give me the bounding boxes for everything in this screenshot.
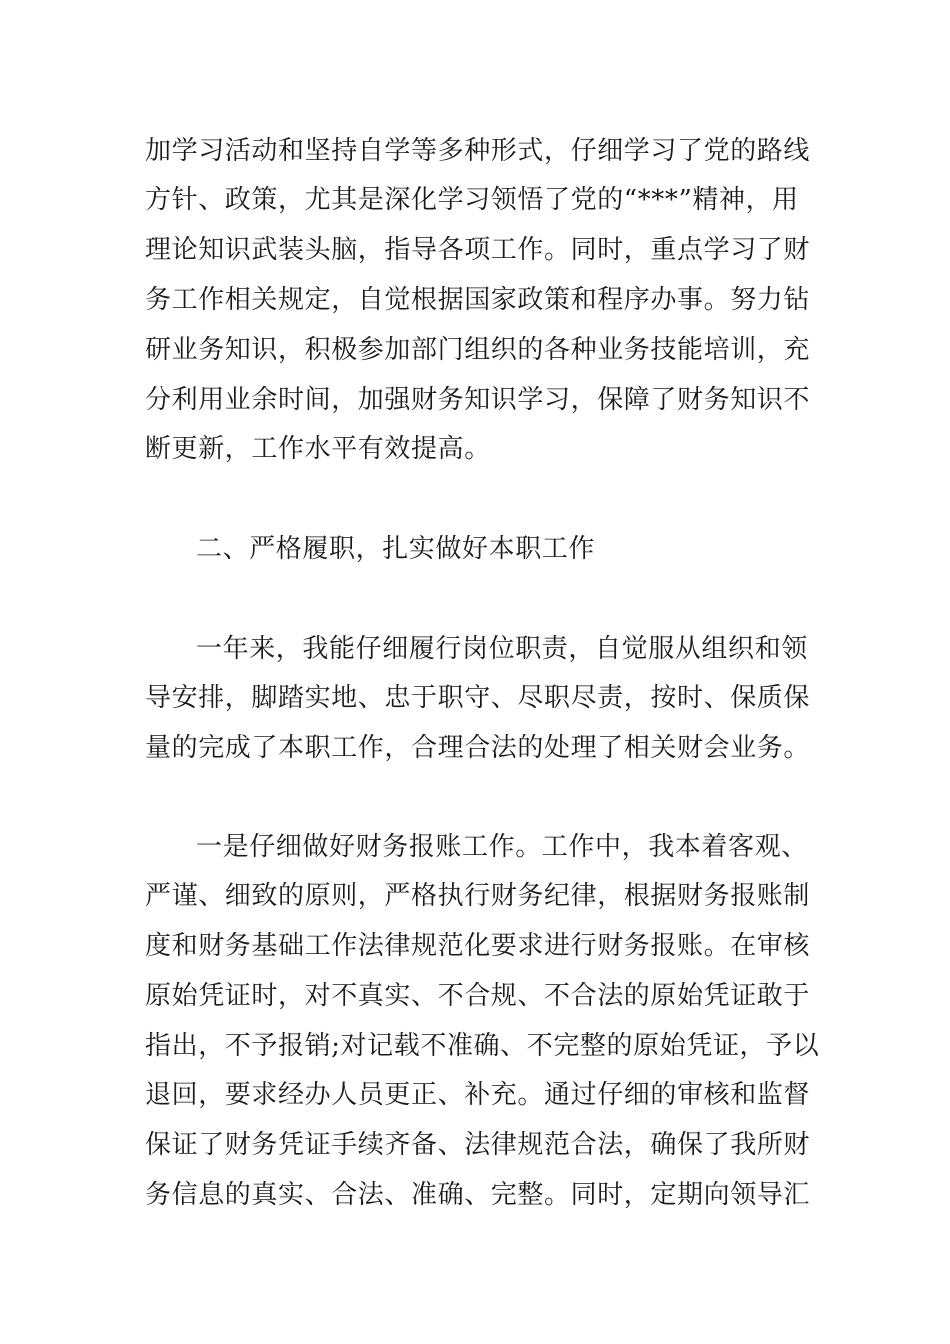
- text-line: 原始凭证时，对不真实、不合规、不合法的原始凭证敢于: [145, 981, 811, 1011]
- text-line: 断更新，工作水平有效提高。: [145, 434, 491, 464]
- text-line: 退回，要求经办人员更正、补充。通过仔细的审核和监督: [145, 1080, 811, 1110]
- text-line: 分利用业余时间，加强财务知识学习，保障了财务知识不: [145, 385, 811, 415]
- section-heading: 二、严格履职，扎实做好本职工作: [196, 534, 596, 564]
- text-line: 一年来，我能仔细履行岗位职责，自觉服从组织和领: [196, 634, 808, 664]
- text-line: 加学习活动和坚持自学等多种形式，仔细学习了党的路线: [145, 136, 811, 166]
- text-line: 度和财务基础工作法律规范化要求进行财务报账。在审核: [145, 931, 811, 961]
- text-line: 严谨、细致的原则，严格执行财务纪律，根据财务报账制: [145, 881, 811, 911]
- text-line: 保证了财务凭证手续齐备、法律规范合法，确保了我所财: [145, 1130, 811, 1160]
- text-line: 一是仔细做好财务报账工作。工作中，我本着客观、: [196, 832, 808, 862]
- text-line: 量的完成了本职工作，合理合法的处理了相关财会业务。: [145, 733, 811, 763]
- text-line: 指出，不予报销;对记载不准确、不完整的原始凭证，予以: [145, 1031, 820, 1061]
- text-line: 务信息的真实、合法、准确、完整。同时，定期向领导汇: [145, 1180, 811, 1210]
- text-line: 理论知识武装头脑，指导各项工作。同时，重点学习了财: [145, 235, 811, 265]
- text-line: 研业务知识，积极参加部门组织的各种业务技能培训，充: [145, 335, 811, 365]
- text-line: 方针、政策，尤其是深化学习领悟了党的“***”精神，用: [145, 185, 799, 215]
- text-line: 导安排，脚踏实地、忠于职守、尽职尽责，按时、保质保: [145, 683, 811, 713]
- text-line: 务工作相关规定，自觉根据国家政策和程序办事。努力钻: [145, 285, 811, 315]
